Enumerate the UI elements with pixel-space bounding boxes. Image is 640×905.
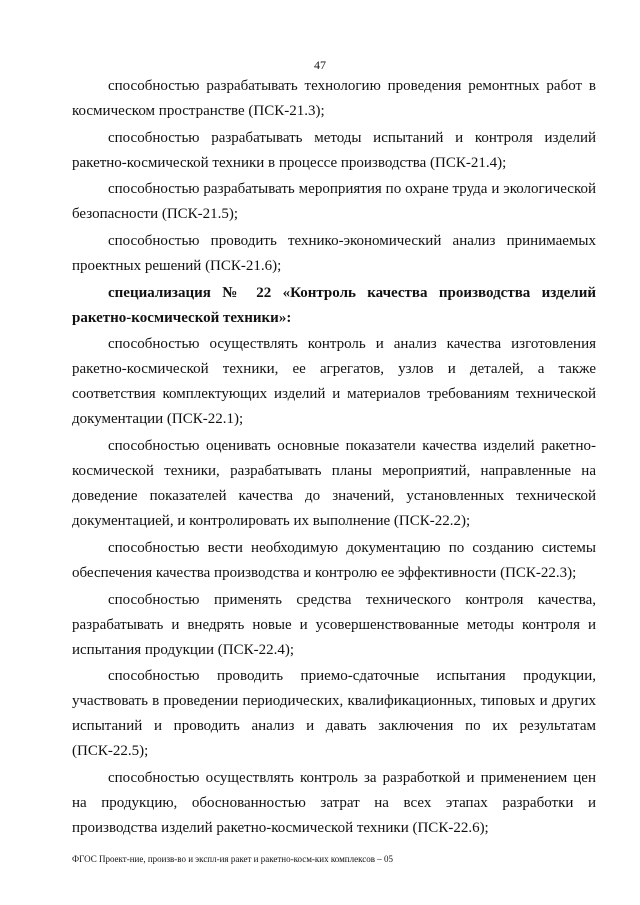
competency-paragraph: способностью осуществлять контроль и анализ качества изготовления ракетно-космической техники, ее агрегатов, узлов и деталей, а также соответствия комплектующих изделий и материалов требованиям технической документации (ПСК-22.1); xyxy=(72,336,596,428)
competency-paragraph: способностью проводить технико-экономический анализ принимаемых проектных решений (ПСК-21.6); xyxy=(72,233,596,275)
competency-paragraph: способностью проводить приемо-сдаточные испытания продукции, участвовать в проведении периодических, квалификационных, типовых и других испытаний и проводить анализ и давать заключения по их результатам (ПСК-22.5); xyxy=(72,668,596,760)
competency-paragraph: способностью осуществлять контроль за разработкой и применением цен на продукцию, обоснованностью затрат на всех этапах разработки и производства изделий ракетно-космической техники (ПСК-22.6); xyxy=(72,769,596,836)
competency-paragraph: способностью разрабатывать технологию проведения ремонтных работ в космическом пространстве (ПСК-21.3); xyxy=(72,78,596,119)
competency-paragraph: способностью оценивать основные показатели качества изделий ракетно-космической техники, разрабатывать планы мероприятий, направленные на доведение показателей качества до значений, установленных технической документацией, и контролировать их выполнение (ПСК-22.2); xyxy=(72,438,596,530)
page-footer: ФГОС Проект-ние, произв-во и экспл-ия ракет и ракетно-косм-ких комплексов – 05 xyxy=(72,854,393,864)
document-body xyxy=(72,74,596,843)
competency-paragraph: способностью вести необходимую документацию по созданию системы обеспечения качества производства и контролю ее эффективности (ПСК-22.3); xyxy=(72,539,596,581)
competency-paragraph: способностью применять средства технического контроля качества, разрабатывать и внедрять новые и усовершенствованные методы контроля и испытания продукции (ПСК-22.4); xyxy=(72,591,596,658)
competency-paragraph: способностью разрабатывать мероприятия по охране труда и экологической безопасности (ПСК-21.5); xyxy=(72,181,596,223)
specialization-heading: специализация № 22 «Контроль качества производства изделий ракетно-космической техники»: xyxy=(72,284,596,326)
competency-paragraph: способностью разрабатывать методы испытаний и контроля изделий ракетно-космической техники в процессе производства (ПСК-21.4); xyxy=(72,129,596,171)
page-number: 47 xyxy=(314,58,326,72)
